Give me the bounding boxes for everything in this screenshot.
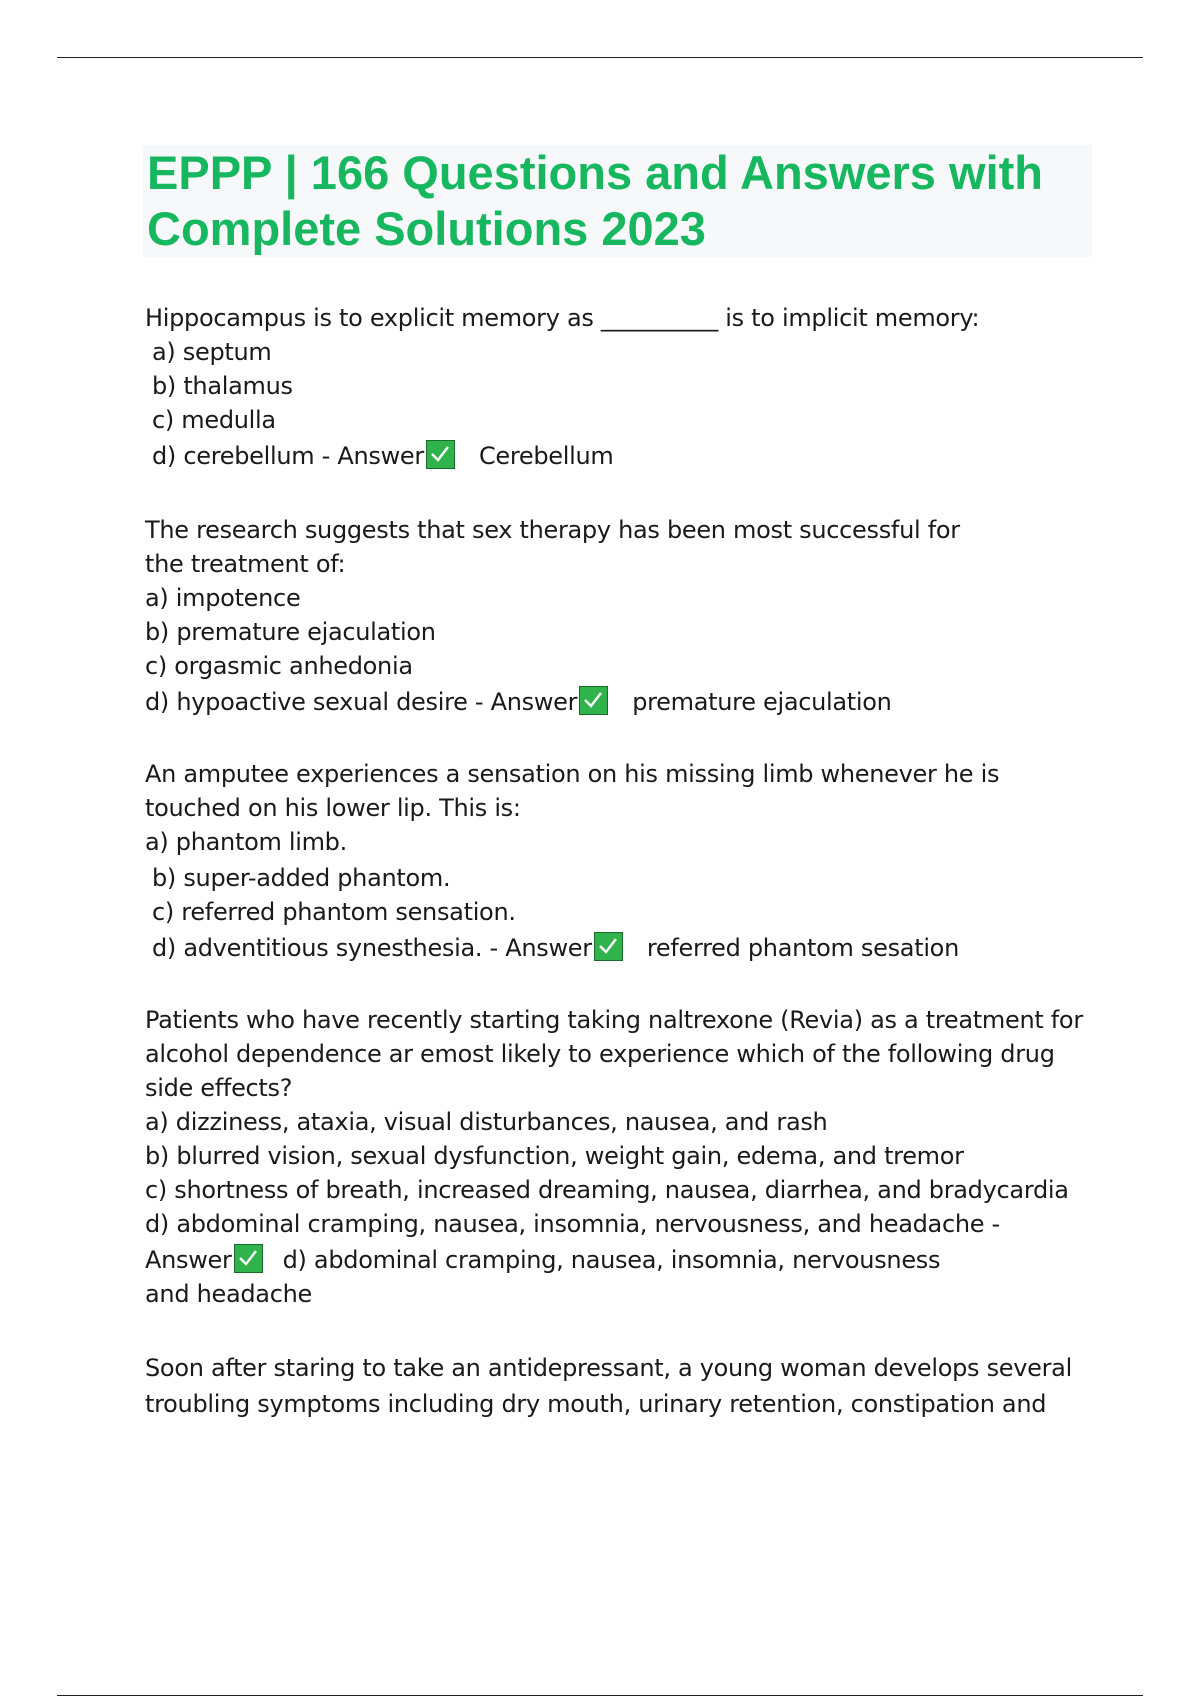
option-d: d) cerebellum - Answer <box>152 442 424 470</box>
bottom-divider <box>57 1695 1143 1696</box>
option-b: b) thalamus <box>152 372 293 400</box>
page-title: EPPP | 166 Questions and Answers with Complete Solutions 2023 <box>147 146 1043 255</box>
top-divider <box>57 57 1143 58</box>
option-a: a) impotence <box>145 584 301 612</box>
question-text: Soon after staring to take an antidepressant, a young woman develops several troubling symptoms including dry mouth, urinary retention, constipation and <box>145 1354 1072 1418</box>
option-d: d) hypoactive sexual desire - Answer <box>145 688 578 716</box>
question-block-2 <box>145 513 1095 719</box>
option-a: a) dizziness, ataxia, visual disturbances, nausea, and rash <box>145 1108 828 1136</box>
option-b: b) premature ejaculation <box>145 618 436 646</box>
question-text: Hippocampus is to explicit memory as __________ is to implicit memory: <box>145 304 980 332</box>
question-block-5 <box>145 1350 1095 1422</box>
option-c: c) referred phantom sensation. <box>152 898 516 926</box>
question-text: The research suggests that sex therapy has been most successful for the treatment of: <box>145 516 960 578</box>
option-a: a) phantom limb. <box>145 828 347 856</box>
option-b: b) super-added phantom. <box>152 864 451 892</box>
question-text: An amputee experiences a sensation on his missing limb whenever he is touched on his lower lip. This is: <box>145 760 1000 822</box>
option-d: d) abdominal cramping, nausea, insomnia, nervousness, and headache - <box>145 1210 1000 1238</box>
option-a: a) septum <box>152 338 272 366</box>
check-mark-icon <box>426 440 455 469</box>
answer-line <box>145 439 1095 473</box>
question-block-3 <box>145 757 1095 965</box>
answer-text: premature ejaculation <box>632 688 892 716</box>
answer-label: Answer <box>145 1246 232 1274</box>
answer-text: d) abdominal cramping, nausea, insomnia, nervousness and headache <box>145 1246 941 1308</box>
option-b: b) blurred vision, sexual dysfunction, weight gain, edema, and tremor <box>145 1142 964 1170</box>
answer-line <box>145 1243 965 1311</box>
option-d: d) adventitious synesthesia. - Answer <box>152 934 592 962</box>
option-c: c) orgasmic anhedonia <box>145 652 413 680</box>
title-banner <box>143 145 1092 257</box>
check-mark-icon <box>579 686 608 715</box>
question-block-4 <box>145 1003 1095 1311</box>
answer-line <box>145 685 1095 719</box>
answer-text: Cerebellum <box>478 442 614 470</box>
check-mark-icon <box>594 932 623 961</box>
answer-line <box>145 931 1095 965</box>
question-block-1 <box>145 301 1095 473</box>
question-text: Patients who have recently starting taking naltrexone (Revia) as a treatment for alcohol dependence ar emost likely to experience which of the following drug side effects? <box>145 1006 1083 1102</box>
check-mark-icon <box>234 1244 263 1273</box>
option-c: c) medulla <box>152 406 276 434</box>
option-c: c) shortness of breath, increased dreaming, nausea, diarrhea, and bradycardia <box>145 1176 1069 1204</box>
answer-text: referred phantom sesation <box>646 934 959 962</box>
